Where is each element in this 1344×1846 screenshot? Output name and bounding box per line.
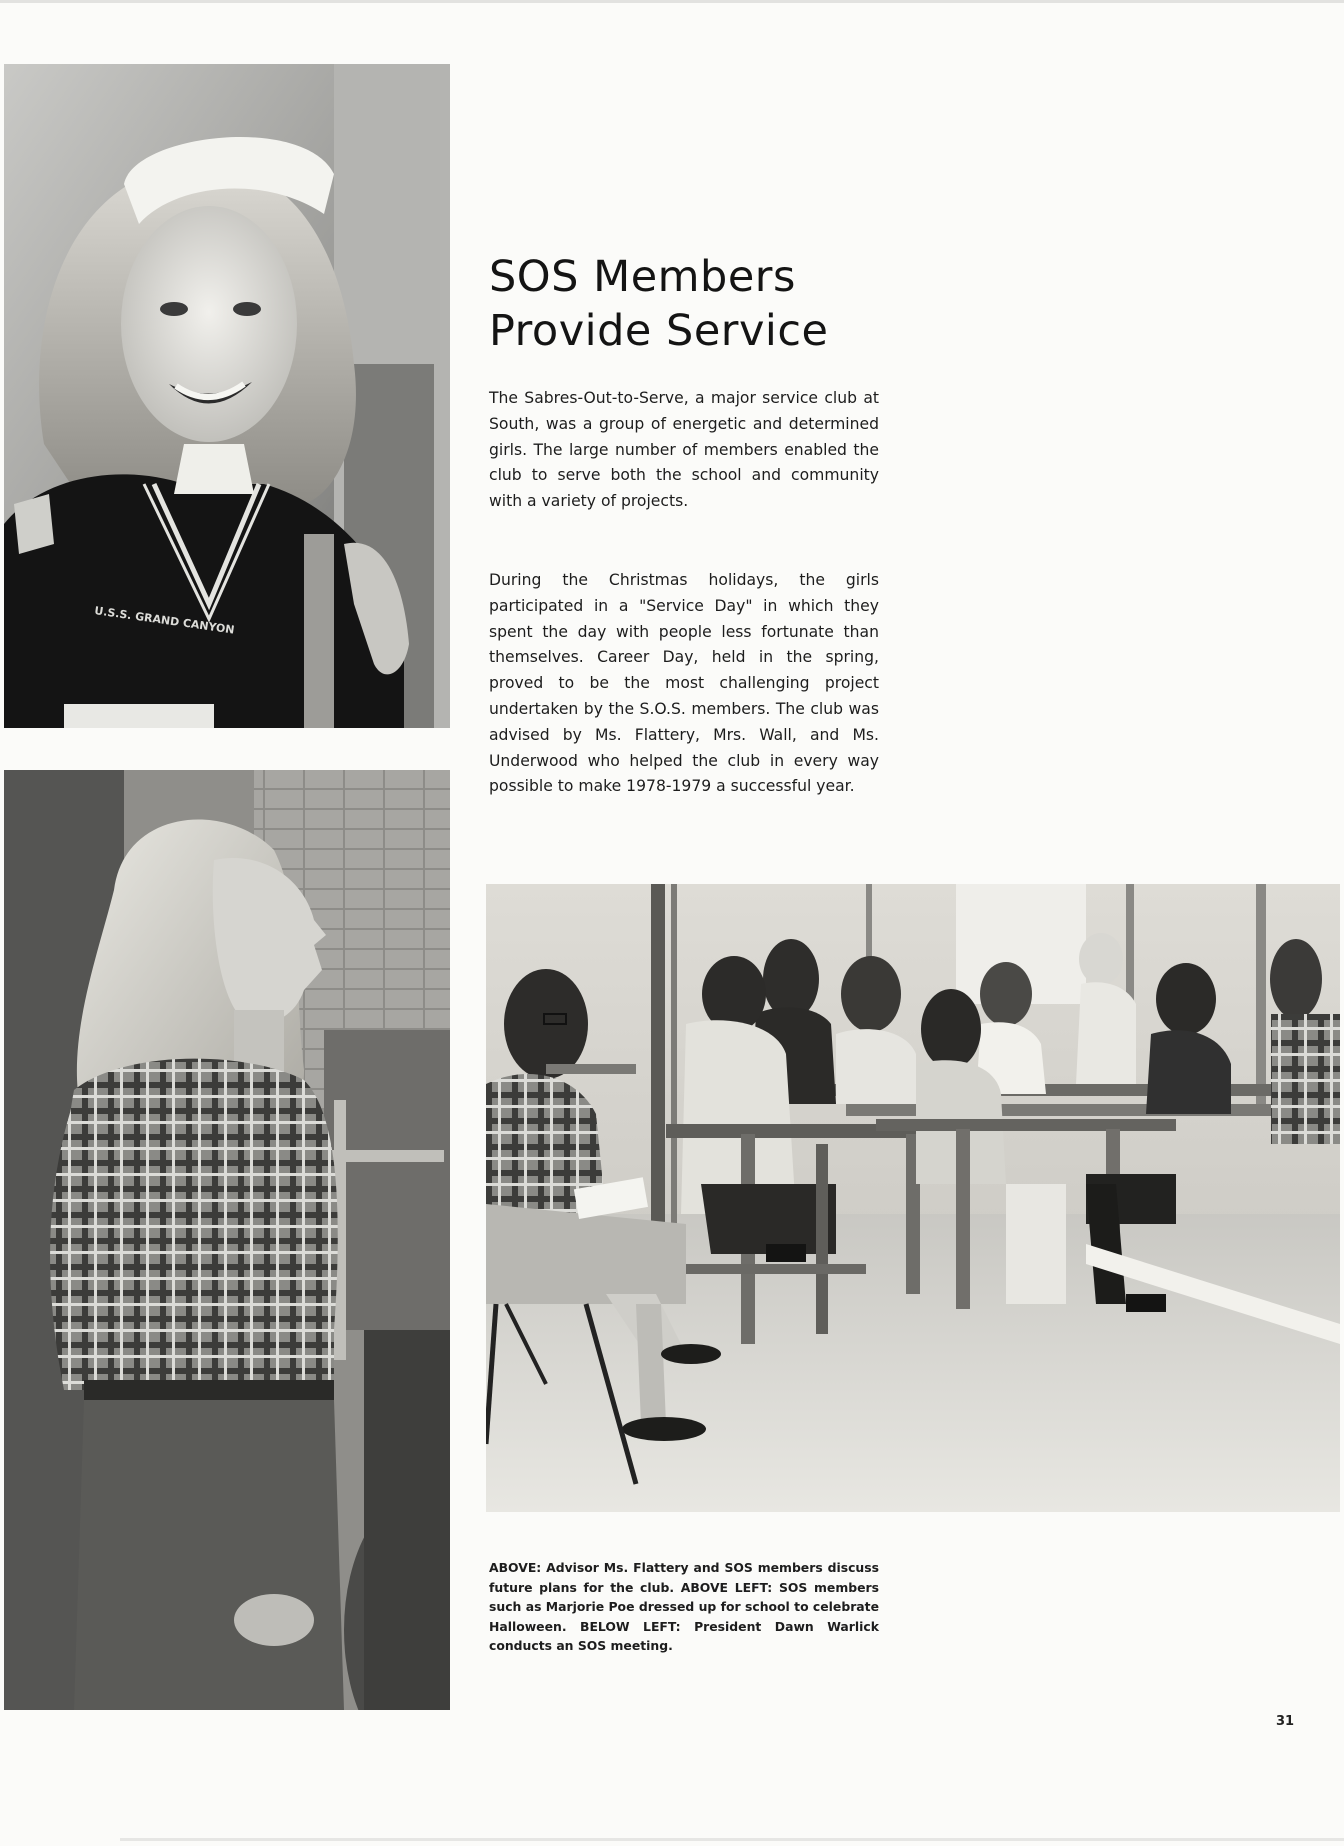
photo-sos-meeting — [486, 884, 1340, 1512]
body-paragraph-1: The Sabres-Out-to-Serve, a major service club at South, was a group of energetic and determined girls. The large number of members enabled the club to serve both the school and community with a variety of projects. — [489, 389, 879, 511]
photo-president-plaid-shirt-image — [4, 770, 450, 1710]
photo-caption: ABOVE: Advisor Ms. Flattery and SOS members discuss future plans for the club. ABOVE LEFT: SOS members such as Marjorie Poe dressed up for school to celebrate Halloween. BELOW LEFT: President Dawn Warlick conducts an SOS meeting. — [489, 1560, 879, 1654]
photo-sos-meeting-image — [486, 884, 1340, 1512]
bottom-edge — [120, 1838, 1344, 1841]
page-number: 31 — [1276, 1714, 1295, 1729]
top-edge — [0, 0, 1344, 3]
photo-sailor-costume-image — [4, 64, 450, 728]
article-headline — [489, 250, 909, 358]
body-paragraph-2: During the Christmas holidays, the girls participated in a "Service Day" in which they spent the day with people less fortunate than themselves. Career Day, held in the spring, proved to be the most challenging project undertaken by the S.O.S. members. The club was advised by Ms. Flattery, Mrs. Wall, and Ms. Underwood who helped the club in every way possible to make 1978-1979 a successful year. — [489, 571, 879, 796]
headline-line-2: Provide Service — [489, 306, 829, 356]
photo-sailor-costume — [4, 64, 450, 728]
photo-president-plaid-shirt — [4, 770, 450, 1710]
uniform-lettering: U.S.S. GRAND CANYON — [93, 604, 236, 637]
headline-line-1: SOS Members — [489, 252, 796, 302]
